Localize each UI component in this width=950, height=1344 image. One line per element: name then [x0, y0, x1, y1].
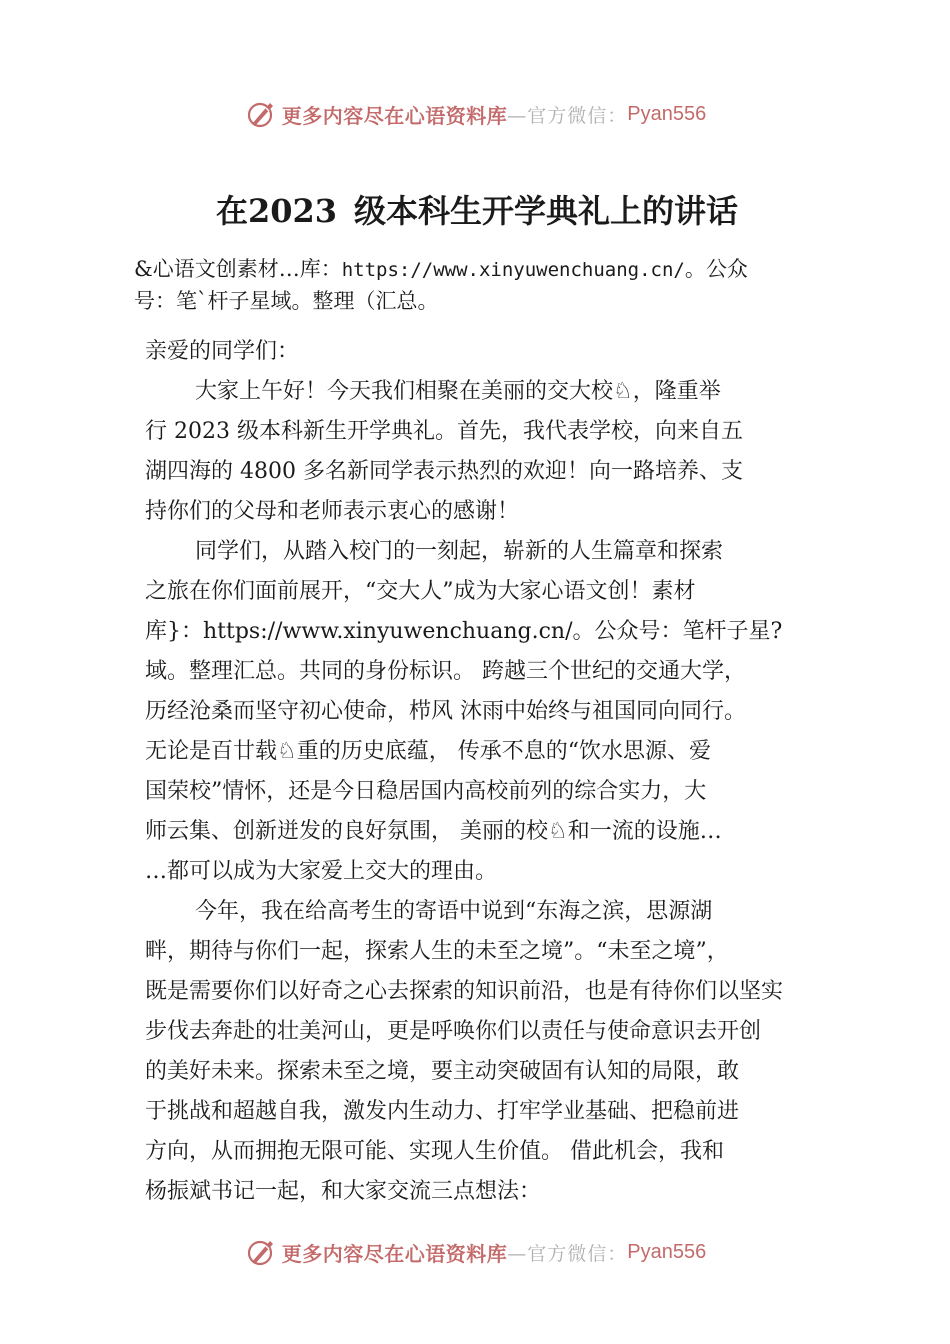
body-line: 杨振斌书记一起，和大家交流三点想法：	[145, 1179, 542, 1204]
footer-banner	[0, 1232, 950, 1272]
header-banner	[0, 94, 950, 134]
body-line: 今年，我在给高考生的寄语中说到“东海之滨，思源湖	[195, 899, 713, 924]
banner-wechat-id: Pyan556	[627, 1240, 707, 1263]
pen-logo-icon	[244, 1235, 278, 1269]
body-line: …都可以成为大家爱上交大的理由。	[145, 859, 498, 884]
body-line: 历经沧桑而坚守初心使命，栉风 沐雨中始终与祖国同向同行。	[145, 699, 746, 724]
source-suffix: 。公众	[684, 257, 748, 281]
body-line: 方向，从而拥抱无限可能、实现人生价值。 借此机会，我和	[145, 1139, 724, 1164]
body-line: 畔，期待与你们一起，探索人生的未至之境”。“未至之境”，	[145, 939, 729, 964]
body-line: 持你们的父母和老师表示衷心的感谢！	[145, 499, 520, 524]
body-line: 亲爱的同学们：	[145, 339, 300, 364]
banner-text: 更多内容尽在心语资料库	[281, 103, 508, 128]
source-line-2: 号：笔`杆子星域。整理（汇总。	[134, 289, 439, 313]
body-line: 的美好未来。探索未至之境，要主动突破固有认知的局限，敢	[145, 1059, 740, 1084]
banner-text: 更多内容尽在心语资料库	[281, 1241, 508, 1266]
body-line: 同学们，从踏入校门的一刻起，崭新的人生篇章和探索	[195, 539, 724, 564]
body-line: 师云集、创新迸发的良好氛围， 美丽的校♘和一流的设施…	[145, 819, 722, 844]
banner-wechat-id: Pyan556	[627, 102, 707, 125]
body-line: 域。整理汇总。共同的身份标识。 跨越三个世纪的交通大学，	[145, 659, 746, 684]
body-line: 之旅在你们面前展开，“交大人”成为大家心语文创！素材	[145, 579, 696, 604]
page-title	[0, 186, 950, 232]
body-line: 于挑战和超越自我，激发内生动力、打牢学业基础、把稳前进	[145, 1099, 740, 1124]
source-prefix: &心语文创素材…库：	[134, 257, 342, 281]
pen-logo-icon	[244, 97, 278, 131]
title-part-2: 级本科生开学典礼上的讲话	[354, 192, 739, 230]
banner-subtext: —官方微信：	[507, 1242, 628, 1265]
body-line: 既是需要你们以好奇之心去探索的知识前沿，也是有待你们以坚实	[145, 979, 784, 1004]
banner-subtext: —官方微信：	[507, 104, 628, 127]
body-line: 库}：https://www.xinyuwenchuang.cn/。公众号：笔杆子星?	[145, 619, 783, 644]
body-line: 无论是百廿载♘重的历史底蕴， 传承不息的“饮水思源、爱	[145, 739, 711, 764]
source-line-1	[134, 254, 850, 286]
body-line: 步伐去奔赴的壮美河山，更是呼唤你们以责任与使命意识去开创	[145, 1019, 762, 1044]
source-url: https://www.xinyuwenchuang.cn/	[341, 259, 685, 281]
body-line: 行 2023 级本科新生开学典礼。首先，我代表学校，向来自五	[145, 419, 743, 444]
title-part-1: 在2023	[216, 192, 338, 230]
speech-body	[145, 332, 865, 1212]
source-note	[134, 254, 850, 317]
body-line: 湖四海的 4800 多名新同学表示热烈的欢迎！向一路培养、支	[145, 459, 743, 484]
body-line: 大家上午好！今天我们相聚在美丽的交大校♘，隆重举	[195, 379, 721, 404]
body-line: 国荣校”情怀，还是今日稳居国内高校前列的综合实力，大	[145, 779, 707, 804]
